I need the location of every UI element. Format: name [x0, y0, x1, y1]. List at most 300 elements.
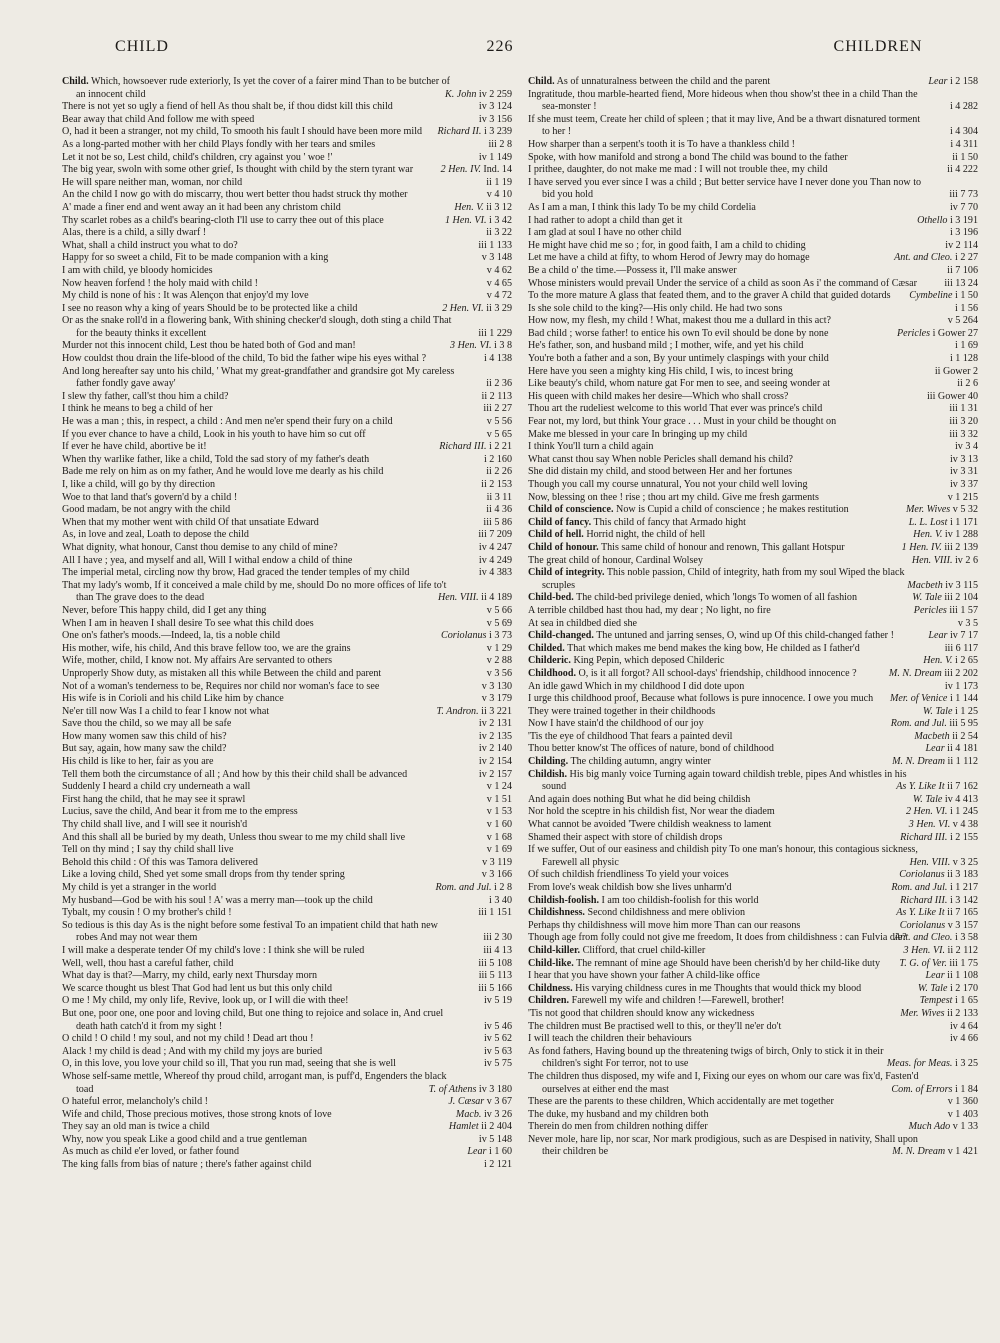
entry-citation: [923, 655, 978, 668]
entry-quotation: This child of fancy that Armado hight: [593, 516, 746, 528]
entry-citation: [906, 806, 978, 819]
entry-quotation: Bade me rely on him as on my father, And he would love me dearly as his child: [62, 466, 384, 478]
entry-headword: Children.: [528, 995, 570, 1007]
concordance-entry: [528, 970, 978, 983]
entry-citation: [483, 517, 512, 530]
entry-citation: [484, 353, 512, 366]
citation-play: 3 Hen. VI.: [908, 819, 951, 831]
citation-reference: i 3 73: [489, 630, 512, 642]
concordance-entry: [62, 366, 512, 391]
citation-reference: iii 5 113: [478, 970, 512, 982]
entry-citation: [479, 1134, 512, 1147]
entry-quotation: This same child of honour and renown, This gallant Hotspur: [600, 541, 845, 553]
concordance-entry: [528, 366, 978, 379]
citation-play: W. Tale: [912, 592, 942, 604]
entry-citation: [950, 227, 978, 240]
concordance-entry: [528, 1021, 978, 1034]
entry-quotation: We scarce thought us blest That God had lent us but this only child: [62, 982, 333, 994]
concordance-entry: [528, 681, 978, 694]
entry-quotation: His queen with child makes her desire—Which who shall cross?: [528, 390, 789, 402]
concordance-entry: [62, 1134, 512, 1147]
citation-play: Macbeth: [907, 579, 943, 591]
entry-quotation: The children must Be practised well to this, or they'll ne'er do't: [528, 1020, 782, 1032]
citation-play: 3 Hen. VI.: [450, 340, 492, 352]
entry-headword: Childness.: [528, 982, 573, 994]
citation-reference: i 1 171: [949, 516, 978, 528]
entry-citation: [439, 441, 512, 454]
entry-quotation: Not of a woman's tenderness to be, Requires nor child nor woman's face to see: [62, 680, 380, 692]
concordance-entry: [62, 970, 512, 983]
entry-quotation: The great child of honour, Cardinal Wolsey: [528, 554, 703, 566]
entry-quotation: The untuned and jarring senses, O, wind up Of this child-changed father !: [596, 630, 894, 642]
entry-citation: [891, 1084, 978, 1097]
concordance-entry: [528, 655, 978, 668]
citation-reference: i 1 217: [949, 882, 978, 893]
entry-quotation: Let me have a child at fifty, to whom Herod of Jewry may do homage: [528, 252, 810, 264]
concordance-entry: [62, 265, 512, 278]
concordance-entry: [528, 869, 978, 882]
concordance-entry: [528, 555, 978, 568]
concordance-entry: [62, 618, 512, 631]
entry-citation: [487, 781, 512, 794]
concordance-entry: [528, 542, 978, 555]
entry-quotation: Now is Cupid a child of conscience ; he makes restitution: [616, 504, 849, 516]
concordance-entry: [528, 265, 978, 278]
concordance-entry: [528, 592, 978, 605]
entry-citation: [479, 743, 512, 756]
entry-quotation: The big year, swoln with some other grief, Is thought with child by the stern tyrant war: [62, 164, 414, 176]
concordance-entry: [528, 479, 978, 492]
concordance-entry: [528, 1096, 978, 1109]
concordance-entry: [62, 1121, 512, 1134]
citation-reference: iii 3 32: [949, 428, 978, 440]
entry-quotation: As, in love and zeal, Loath to depose the child: [62, 529, 249, 541]
concordance-entry: [62, 844, 512, 857]
entry-quotation: O hateful error, melancholy's child !: [62, 1096, 209, 1108]
citation-reference: v 3 130: [481, 680, 512, 692]
entry-citation: [902, 542, 978, 555]
citation-reference: ii Gower 2: [934, 365, 978, 377]
citation-play: L. L. Lost: [908, 516, 948, 528]
concordance-entry: [62, 1096, 512, 1109]
entry-quotation: Be a child o' the time.—Possess it, I'll make answer: [528, 264, 737, 276]
entry-quotation: What cannot be avoided 'Twere childish weakness to lament: [528, 819, 772, 831]
entry-quotation: Let it not be so, Lest child, child's children, cry against you ' woe !': [62, 151, 333, 163]
citation-reference: v 1 33: [952, 1121, 978, 1133]
concordance-entry: [528, 252, 978, 265]
citation-reference: ii 2 153: [481, 479, 512, 490]
citation-reference: i 1 69: [955, 340, 978, 352]
concordance-entry: [528, 114, 978, 139]
entry-citation: [487, 832, 512, 845]
citation-reference: iv 2 6: [955, 554, 978, 566]
citation-reference: v 3 119: [482, 856, 512, 868]
citation-reference: ii 4 222: [947, 164, 978, 176]
entry-quotation: 'Tis the eye of childhood That fears a painted devil: [528, 730, 733, 742]
concordance-entry: [528, 769, 978, 794]
entry-citation: [900, 832, 978, 845]
citation-reference: i Gower 27: [932, 327, 978, 339]
entry-citation: [487, 844, 512, 857]
entry-quotation: Shamed their aspect with store of childish drops: [528, 831, 723, 843]
citation-play: 2 Hen. VI.: [905, 806, 948, 818]
entry-quotation: I hear that you have shown your father A child-like office: [528, 970, 760, 982]
entry-quotation: Like beauty's child, whom nature gat For men to see, and seeing wonder at: [528, 378, 831, 390]
concordance-entry: [62, 517, 512, 530]
concordance-entry: [528, 630, 978, 643]
entry-citation: [899, 958, 978, 971]
concordance-entry: [62, 630, 512, 643]
citation-play: Ant. and Cleo.: [894, 932, 953, 944]
citation-reference: iv 5 75: [483, 1058, 512, 1070]
entry-quotation: Thou better know'st The offices of nature, bond of childhood: [528, 743, 774, 755]
concordance-entry: [528, 1121, 978, 1134]
entry-quotation: Now, blessing on thee ! rise ; thou art my child. Give me fresh garments: [528, 491, 819, 503]
citation-play: T. Andron.: [436, 705, 479, 717]
concordance-entry: [62, 252, 512, 265]
citation-reference: iv 4 247: [478, 541, 512, 553]
entry-citation: [926, 970, 978, 983]
entry-citation: [441, 164, 512, 177]
concordance-entry: [528, 806, 978, 819]
entry-citation: [489, 895, 512, 908]
entry-citation: [487, 668, 512, 681]
concordance-entry: [528, 303, 978, 316]
citation-play: Ant. and Cleo.: [894, 252, 953, 264]
citation-reference: v 1 24: [486, 781, 512, 793]
concordance-entry: [528, 907, 978, 920]
concordance-entry: [62, 945, 512, 958]
concordance-entry: [528, 932, 978, 945]
citation-reference: v 3 157: [947, 919, 978, 931]
entry-headword: Child-like.: [528, 957, 574, 969]
citation-reference: iv 3 13: [949, 453, 978, 465]
concordance-entry: [528, 315, 978, 328]
entry-citation: [482, 857, 512, 870]
entry-quotation: The imperial metal, circling now thy brow, Had graced the tender temples of my child: [62, 567, 410, 579]
concordance-entry: [62, 555, 512, 568]
citation-reference: i 3 142: [949, 894, 978, 906]
citation-play: Lear: [925, 743, 945, 755]
entry-citation: [949, 429, 978, 442]
entry-citation: [479, 567, 512, 580]
entry-citation: [950, 353, 978, 366]
citation-reference: ii 2 112: [947, 944, 978, 956]
entry-citation: [950, 139, 978, 152]
citation-reference: v 1 68: [486, 831, 512, 843]
citation-reference: iii 5 166: [478, 982, 512, 994]
citation-play: As Y. Like It: [896, 907, 945, 919]
entry-quotation: How now, my flesh, my child ! What, makest thou me a dullard in this act?: [528, 315, 832, 327]
entry-quotation: Behold this child : Of this was Tamora delivered: [62, 856, 258, 868]
citation-reference: iii 1 133: [478, 239, 512, 251]
entry-citation: [950, 202, 978, 215]
concordance-entry: [62, 454, 512, 467]
entry-quotation: I urge this childhood proof, Because what follows is pure innocence. I owe you much: [528, 693, 874, 705]
entry-citation: [914, 605, 978, 618]
citation-reference: ii 4 36: [486, 504, 512, 516]
concordance-entry: [62, 114, 512, 127]
concordance-entry: [62, 958, 512, 971]
citation-reference: i 1 65: [955, 995, 978, 1007]
entry-citation: [909, 290, 978, 303]
entry-quotation: When thy warlike father, like a child, Told the sad story of my father's death: [62, 453, 370, 465]
citation-reference: iii 3 20: [949, 416, 978, 428]
citation-reference: ii 2 133: [947, 1007, 978, 1019]
running-head-left: CHILD: [115, 38, 169, 55]
concordance-entry: [62, 1008, 512, 1033]
citation-reference: i 2 27: [955, 252, 978, 264]
entry-quotation: Wife and child, Those precious motives, those strong knots of love: [62, 1108, 332, 1120]
entry-quotation: Here have you seen a mighty king His child, I wis, to incest bring: [528, 365, 793, 377]
entry-quotation: Perhaps thy childishness will move him more Than can our reasons: [528, 919, 801, 931]
entry-citation: [450, 340, 512, 353]
entry-quotation: She did distain my child, and stood between Her and her fortunes: [528, 466, 793, 478]
concordance-entry: [528, 794, 978, 807]
entry-quotation: What dignity, what honour, Canst thou demise to any child of mine?: [62, 541, 338, 553]
entry-citation: [483, 932, 512, 945]
concordance-entry: [62, 1033, 512, 1046]
entry-citation: [483, 945, 512, 958]
entry-quotation: Though you call my course unnatural, You not your child well loving: [528, 479, 808, 490]
concordance-entry: [528, 353, 978, 366]
entry-citation: [482, 252, 512, 265]
citation-play: Hen. VIII.: [911, 554, 953, 566]
concordance-entry: [62, 479, 512, 492]
concordance-entry: [62, 668, 512, 681]
entry-quotation: Clifford, that cruel child-killer: [582, 944, 706, 956]
entry-quotation: Spoke, with how manifold and strong a bond The child was bound to the father: [528, 151, 848, 163]
entry-citation: [914, 731, 978, 744]
citation-reference: i 3 239: [483, 126, 512, 138]
concordance-entry: [528, 605, 978, 618]
entry-quotation: As much as child e'er loved, or father found: [62, 1146, 240, 1158]
entry-citation: [429, 1084, 512, 1097]
entry-quotation: The children thus disposed, my wife and I, Fixing our eyes on whom our care was fix'd, Fasten'd ourselves at either end the mast: [528, 1070, 919, 1095]
citation-reference: iii 2 139: [944, 541, 978, 553]
entry-quotation: Tell on thy mind ; I say thy child shall live: [62, 844, 234, 856]
concordance-entry: [528, 995, 978, 1008]
concordance-entry: [62, 920, 512, 945]
entry-quotation: My child is yet a stranger in the world: [62, 882, 217, 893]
concordance-entry: [62, 756, 512, 769]
entry-citation: [890, 693, 978, 706]
entry-citation: [479, 756, 512, 769]
entry-quotation: Second childishness and mere oblivion: [587, 907, 746, 919]
citation-play: Mer. Wives: [905, 504, 951, 516]
entry-quotation: Ingratitude, thou marble-hearted fiend, More hideous when thou show'st thee in a child Than the sea-monster !: [528, 88, 918, 113]
entry-quotation: I slew thy father, call'st thou him a child?: [62, 390, 229, 402]
citation-reference: ii 3 221: [481, 705, 512, 717]
citation-reference: i 2 155: [949, 831, 978, 843]
entry-quotation: If you ever chance to have a child, Look in his youth to have him so cut off: [62, 428, 366, 440]
concordance-entry: [62, 605, 512, 618]
concordance-entry: [62, 869, 512, 882]
concordance-entry: [62, 441, 512, 454]
entry-quotation: O, had it been a stranger, not my child, To smooth his fault I should have been more mild: [62, 126, 423, 138]
left-column: [62, 76, 512, 1172]
concordance-entry: [528, 139, 978, 152]
citation-reference: v 3 148: [481, 252, 512, 264]
entry-quotation: Or as the snake roll'd in a flowering bank, With shining checker'd slough, doth sting a child That for the beauty thinks it excellent: [62, 315, 452, 339]
entry-citation: [487, 618, 512, 631]
concordance-entry: [528, 1134, 978, 1159]
entry-citation: [955, 303, 978, 316]
concordance-entry: [62, 580, 512, 605]
citation-reference: ii 2 113: [481, 390, 512, 402]
running-head-right: CHILDREN: [833, 38, 923, 55]
citation-play: Mer. Wives: [900, 1007, 945, 1019]
entry-quotation: Is she sole child to the king?—His only child. He had two sons: [528, 302, 783, 314]
entry-citation: [949, 416, 978, 429]
citation-reference: i 3 40: [489, 894, 512, 906]
entry-quotation: I think You'll turn a child again: [528, 441, 654, 453]
entry-citation: [438, 126, 513, 139]
entry-headword: Child-killer.: [528, 944, 581, 956]
entry-quotation: How many women saw this child of his?: [62, 730, 227, 742]
entry-citation: [950, 101, 978, 114]
entry-citation: [927, 391, 978, 404]
citation-reference: iv 2 140: [478, 743, 512, 755]
citation-play: W. Tale: [912, 793, 943, 805]
citation-reference: iv 2 259: [478, 88, 512, 100]
concordance-entry: [528, 819, 978, 832]
entry-quotation: And long hereafter say unto his child, ' What my great-grandfather and grandsire got My careless father fondly gave away': [62, 365, 455, 390]
citation-reference: i 1 60: [489, 1146, 512, 1158]
citation-play: Lear: [928, 76, 948, 87]
citation-reference: v 1 360: [947, 1096, 978, 1108]
entry-citation: [904, 945, 978, 958]
entry-citation: [913, 529, 978, 542]
entry-quotation: Now I have stain'd the childhood of our joy: [528, 718, 704, 730]
citation-reference: i 3 25: [955, 1058, 978, 1070]
entry-quotation: Farewell my wife and children !—Farewell, brother!: [571, 995, 785, 1007]
entry-citation: [487, 265, 512, 278]
citation-reference: v 3 179: [481, 693, 512, 705]
citation-reference: iii 7 209: [478, 529, 512, 541]
entry-headword: Childeric.: [528, 655, 571, 667]
entry-quotation: His child is like to her, fair as you are: [62, 756, 214, 768]
entry-citation: [945, 681, 978, 694]
entry-quotation: If she must teem, Create her child of spleen ; that it may live, And be a thwart disnatured torment to her !: [528, 113, 921, 138]
entry-citation: [478, 328, 512, 341]
entry-citation: [479, 152, 512, 165]
concordance-entry: [528, 152, 978, 165]
entry-citation: [907, 580, 978, 593]
citation-reference: ii 7 165: [947, 907, 978, 919]
entry-citation: [442, 303, 512, 316]
concordance-entry: [528, 328, 978, 341]
citation-play: T. G. of Ver.: [899, 957, 947, 969]
entry-citation: [900, 1008, 978, 1021]
entry-citation: [918, 983, 978, 996]
citation-reference: ii 2 54: [952, 730, 978, 742]
entry-citation: [955, 441, 978, 454]
entry-citation: [894, 932, 978, 945]
citation-reference: i 1 245: [949, 806, 978, 818]
entry-quotation: Alack ! my child is dead ; And with my child my joys are buried: [62, 1045, 323, 1057]
citation-reference: iv 5 19: [483, 995, 512, 1007]
entry-citation: [479, 114, 512, 127]
concordance-entry: [62, 983, 512, 996]
entry-quotation: As of unnaturalness between the child and the parent: [556, 76, 771, 87]
entry-quotation: Why, now you speak Like a good child and a true gentleman: [62, 1133, 307, 1145]
citation-reference: v 5 32: [952, 504, 978, 516]
concordance-entry: [62, 164, 512, 177]
entry-quotation: I see no reason why a king of years Should be to be protected like a child: [62, 302, 358, 314]
concordance-entry: [62, 882, 512, 895]
concordance-entry: [62, 567, 512, 580]
entry-citation: [484, 995, 512, 1008]
citation-play: W. Tale: [917, 982, 948, 994]
entry-quotation: Bad child ; worse father! to entice his own To evil should be done by none: [528, 327, 829, 339]
concordance-entry: [528, 1046, 978, 1071]
concordance-entry: [62, 1146, 512, 1159]
entry-citation: [892, 1146, 978, 1159]
citation-play: Richard III.: [439, 441, 487, 453]
entry-citation: [486, 504, 512, 517]
citation-play: Coriolanus: [441, 630, 487, 642]
entry-citation: [478, 958, 512, 971]
concordance-entry: [62, 152, 512, 165]
citation-reference: iii 1 229: [478, 327, 512, 339]
entry-quotation: Save thou the child, so we may all be safe: [62, 718, 232, 730]
citation-reference: v 2 88: [486, 655, 512, 667]
entry-citation: [488, 139, 512, 152]
citation-reference: v 4 62: [486, 264, 512, 276]
concordance-entry: [528, 378, 978, 391]
entry-citation: [487, 278, 512, 291]
citation-play: 3 Hen. VI.: [903, 944, 945, 956]
citation-play: Macbeth: [914, 730, 950, 742]
concordance-entry: [528, 1033, 978, 1046]
entry-citation: [945, 240, 978, 253]
concordance-entry: [528, 882, 978, 895]
entry-quotation: Thy child shall live, and I will see it nourish'd: [62, 819, 248, 831]
entry-citation: [487, 819, 512, 832]
concordance-entry: [62, 189, 512, 202]
entry-quotation: That my lady's womb, If it conceived a male child by me, should Do no more offices of life to't than The grave does to the dead: [62, 579, 447, 604]
citation-reference: iv 4 413: [944, 793, 978, 805]
concordance-entry: [62, 504, 512, 517]
entry-quotation: Suddenly I heard a child cry underneath a wall: [62, 781, 251, 793]
citation-reference: v 1 69: [486, 844, 512, 856]
concordance-entry: [528, 504, 978, 517]
entry-citation: [478, 529, 512, 542]
entry-quotation: I think he means to beg a child of her: [62, 403, 213, 415]
entry-quotation: Horrid night, the child of hell: [586, 529, 706, 541]
concordance-entry: [62, 315, 512, 340]
concordance-entry: [62, 353, 512, 366]
citation-play: Pericles: [896, 327, 931, 339]
concordance-entry: [62, 303, 512, 316]
entry-citation: [487, 189, 512, 202]
entry-quotation: One on's father's moods.—Indeed, la, tis a noble child: [62, 630, 281, 642]
entry-quotation: O child ! O child ! my soul, and not my child ! Dead art thou !: [62, 1033, 314, 1045]
entry-quotation: When that my mother went with child Of that unsatiate Edward: [62, 516, 319, 528]
citation-reference: iii 1 57: [949, 604, 978, 616]
citation-reference: ii 3 29: [486, 302, 512, 314]
citation-play: Lear: [928, 630, 948, 642]
concordance-entry: [62, 769, 512, 782]
entry-citation: [935, 366, 978, 379]
entry-quotation: This noble passion, Child of integrity, hath from my soul Wiped the black scruples: [542, 567, 905, 591]
concordance-entry: [528, 643, 978, 656]
citation-reference: i 1 84: [955, 1083, 978, 1095]
entry-citation: [487, 492, 512, 505]
entry-citation: [478, 983, 512, 996]
citation-play: Hamlet: [448, 1121, 479, 1133]
